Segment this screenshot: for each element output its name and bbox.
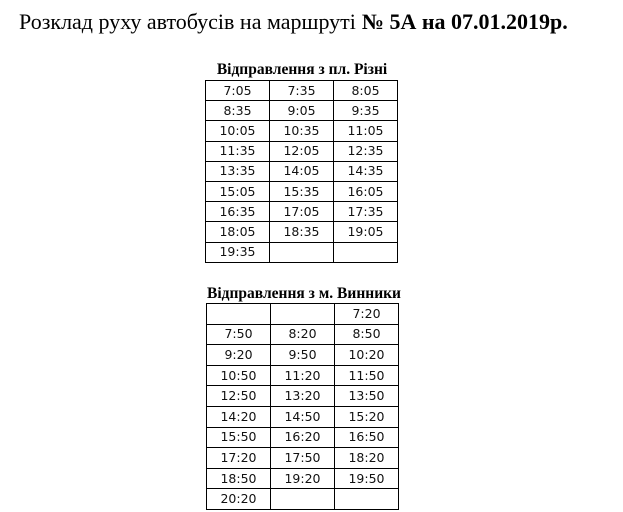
departure-time-cell: 18:20 (335, 448, 399, 469)
table-row (206, 202, 398, 222)
departure-time-cell: 17:35 (334, 202, 398, 222)
departure-time-cell: 9:20 (207, 345, 271, 366)
table-row (207, 365, 399, 386)
departure-time-cell: 16:20 (271, 427, 335, 448)
departure-time-cell: 14:50 (271, 406, 335, 427)
title-route-date: № 5А на 07.01.2019р. (361, 9, 568, 34)
table-row (207, 489, 399, 510)
departure-time-cell: 16:35 (206, 202, 270, 222)
table-caption-rizni: Відправлення з пл. Різні (216, 61, 388, 78)
departure-time-cell: 11:20 (271, 365, 335, 386)
departure-time-cell: 18:50 (207, 468, 271, 489)
departure-time-cell: 16:05 (334, 181, 398, 201)
table-row (206, 101, 398, 121)
departure-time-cell: 13:50 (335, 386, 399, 407)
title-regular: Розклад руху автобусів на маршруті (19, 9, 356, 34)
departure-time-cell: 10:35 (270, 121, 334, 141)
departure-time-cell: 7:35 (270, 81, 334, 101)
table-row (207, 386, 399, 407)
departure-time-cell: 10:50 (207, 365, 271, 386)
departure-time-cell: 8:05 (334, 81, 398, 101)
departure-time-cell (207, 304, 271, 325)
departure-time-cell: 17:05 (270, 202, 334, 222)
table-row (206, 161, 398, 181)
departure-time-cell: 11:35 (206, 141, 270, 161)
departure-time-cell: 10:20 (335, 345, 399, 366)
table-caption-vynnyky: Відправлення з м. Винники (207, 285, 401, 302)
departure-time-cell (270, 242, 334, 262)
table-row (206, 81, 398, 101)
departure-time-cell: 18:35 (270, 222, 334, 242)
schedule-table-rizni (205, 80, 398, 263)
departure-time-cell: 12:35 (334, 141, 398, 161)
departure-time-cell: 11:05 (334, 121, 398, 141)
departure-time-cell: 9:05 (270, 101, 334, 121)
departure-time-cell: 17:50 (271, 448, 335, 469)
departure-time-cell: 13:35 (206, 161, 270, 181)
departure-time-cell: 12:05 (270, 141, 334, 161)
table-row (206, 121, 398, 141)
table-row (206, 181, 398, 201)
departure-time-cell: 19:35 (206, 242, 270, 262)
table-row (207, 345, 399, 366)
departure-time-cell: 17:20 (207, 448, 271, 469)
departure-time-cell: 20:20 (207, 489, 271, 510)
departure-time-cell: 19:05 (334, 222, 398, 242)
table-row (207, 468, 399, 489)
table-row (206, 141, 398, 161)
departure-time-cell: 9:50 (271, 345, 335, 366)
table-row (207, 304, 399, 325)
table-row (207, 406, 399, 427)
departure-time-cell: 10:05 (206, 121, 270, 141)
departure-time-cell: 7:05 (206, 81, 270, 101)
table-row (207, 324, 399, 345)
departure-time-cell: 8:50 (335, 324, 399, 345)
departure-time-cell: 7:20 (335, 304, 399, 325)
departure-time-cell: 12:50 (207, 386, 271, 407)
schedule-table-vynnyky (206, 303, 399, 510)
table-row (206, 242, 398, 262)
table-row (206, 222, 398, 242)
departure-time-cell: 15:05 (206, 181, 270, 201)
departure-time-cell: 14:20 (207, 406, 271, 427)
departure-time-cell: 19:20 (271, 468, 335, 489)
departure-time-cell: 19:50 (335, 468, 399, 489)
departure-time-cell (271, 489, 335, 510)
departure-time-cell: 13:20 (271, 386, 335, 407)
departure-time-cell: 16:50 (335, 427, 399, 448)
departure-time-cell: 14:35 (334, 161, 398, 181)
table-row (207, 448, 399, 469)
departure-time-cell: 18:05 (206, 222, 270, 242)
departure-time-cell (271, 304, 335, 325)
departure-time-cell: 9:35 (334, 101, 398, 121)
departure-time-cell: 14:05 (270, 161, 334, 181)
departure-time-cell: 15:35 (270, 181, 334, 201)
departure-time-cell (335, 489, 399, 510)
departure-time-cell: 8:35 (206, 101, 270, 121)
departure-time-cell: 15:20 (335, 406, 399, 427)
departure-time-cell: 11:50 (335, 365, 399, 386)
departure-time-cell: 8:20 (271, 324, 335, 345)
page-title (19, 9, 619, 35)
departure-time-cell: 7:50 (207, 324, 271, 345)
table-row (207, 427, 399, 448)
departure-time-cell: 15:50 (207, 427, 271, 448)
departure-time-cell (334, 242, 398, 262)
